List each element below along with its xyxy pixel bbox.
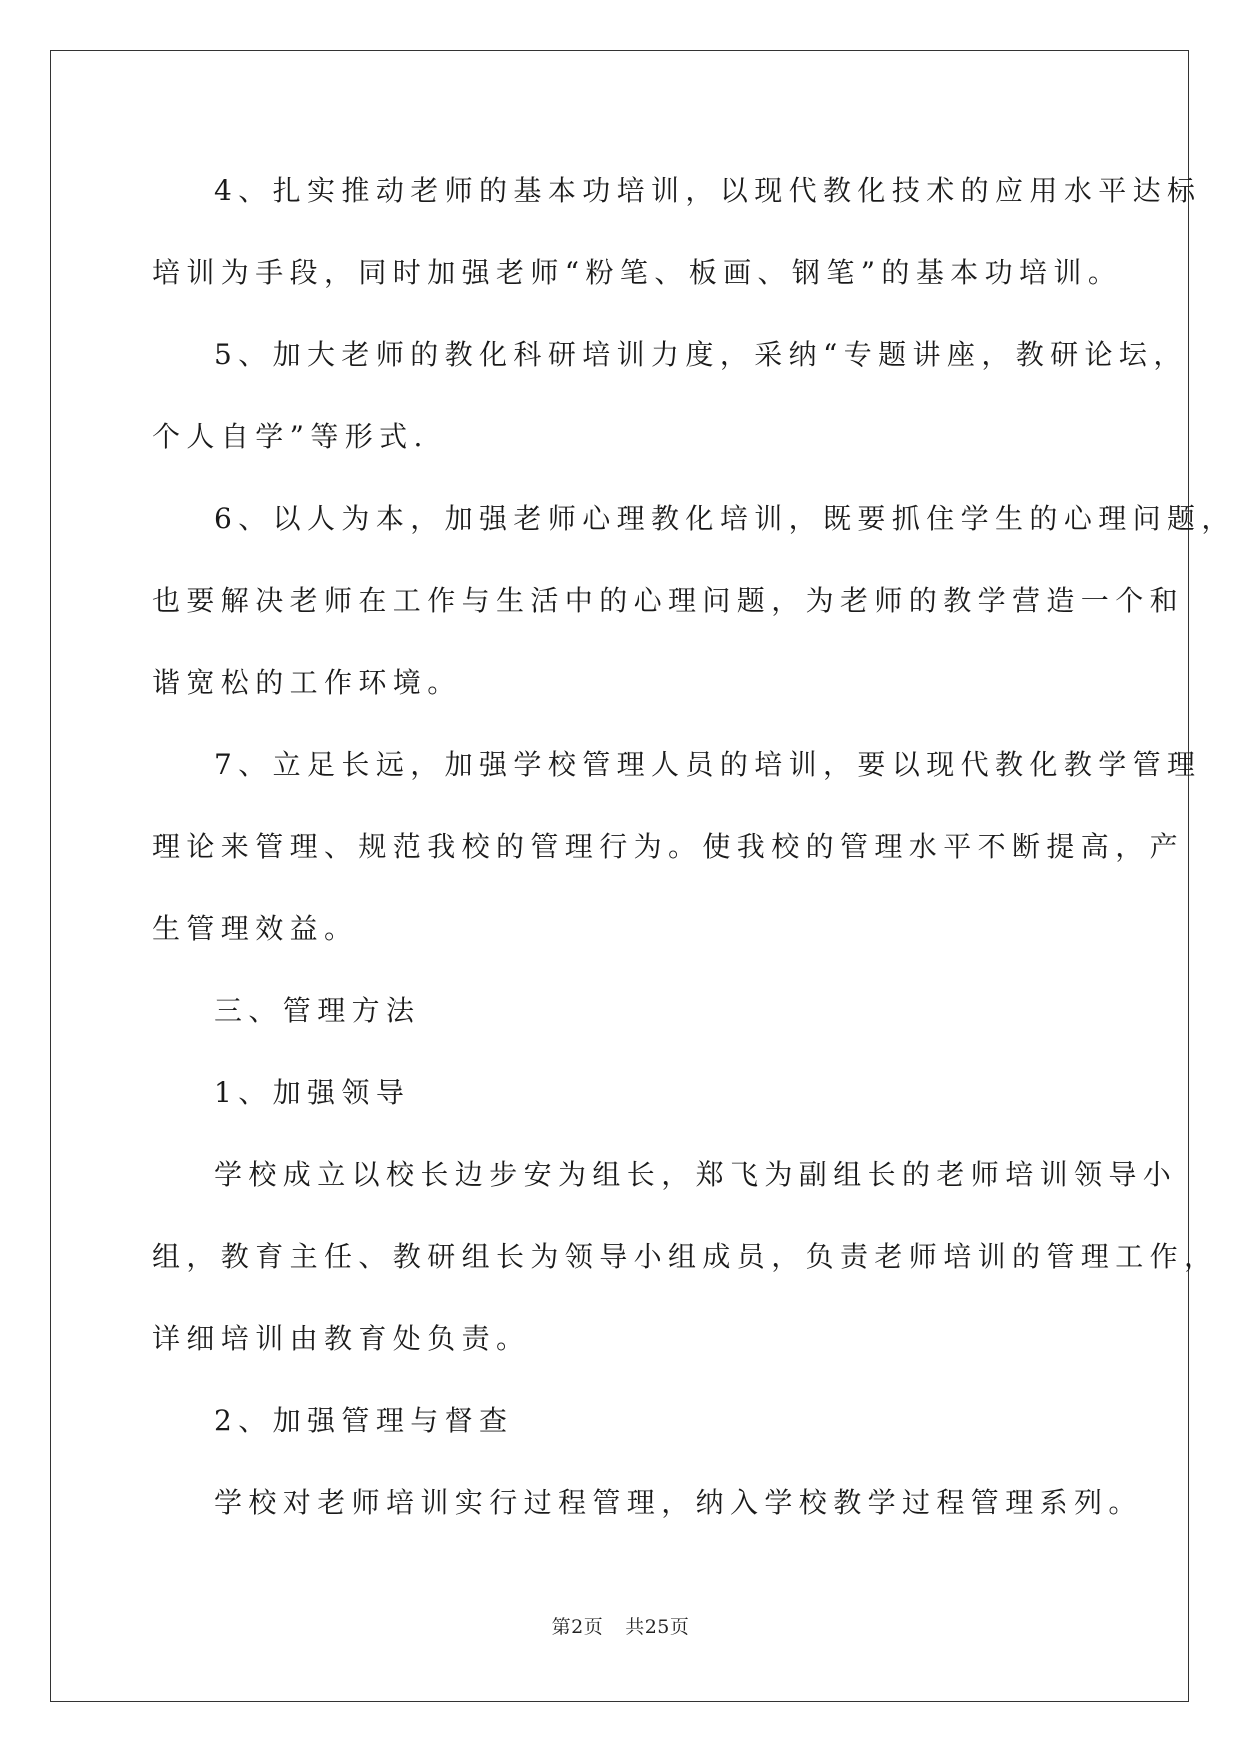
paragraph-line: 学校成立以校长边步安为组长，郑飞为副组长的老师培训领导小 (214, 1158, 1178, 1191)
subsection-heading: 1、加强领导 (214, 1076, 411, 1109)
paragraph-line: 培训为手段，同时加强老师“粉笔、板画、钢笔”的基本功培训。 (152, 256, 1123, 289)
subsection-heading: 2、加强管理与督查 (214, 1404, 514, 1437)
paragraph-line: 详细培训由教育处负责。 (152, 1322, 531, 1355)
paragraph-line: 个人自学”等形式. (152, 420, 429, 453)
paragraph-line: 谐宽松的工作环境。 (152, 666, 462, 699)
page-number: 第2页 (551, 1616, 604, 1638)
page-total: 共25页 (625, 1616, 690, 1638)
paragraph-line: 组，教育主任、教研组长为领导小组成员，负责老师培训的管理工作， (152, 1240, 1219, 1273)
paragraph-line: 7、立足长远，加强学校管理人员的培训，要以现代教化教学管理 (214, 748, 1202, 781)
paragraph-line: 6、以人为本，加强老师心理教化培训，既要抓住学生的心理问题， (214, 502, 1236, 535)
paragraph-line: 4、扎实推动老师的基本功培训，以现代教化技术的应用水平达标 (214, 174, 1202, 207)
page-footer (0, 1612, 1241, 1639)
section-heading: 三、管理方法 (214, 994, 421, 1027)
paragraph-line: 学校对老师培训实行过程管理，纳入学校教学过程管理系列。 (214, 1486, 1143, 1519)
document-body (152, 162, 1236, 1556)
paragraph-line: 5、加大老师的教化科研培训力度，采纳“专题讲座，教研论坛， (214, 338, 1188, 371)
paragraph-line: 理论来管理、规范我校的管理行为。使我校的管理水平不断提高，产 (152, 830, 1185, 863)
paragraph-line: 也要解决老师在工作与生活中的心理问题，为老师的教学营造一个和 (152, 584, 1185, 617)
paragraph-line: 生管理效益。 (152, 912, 359, 945)
